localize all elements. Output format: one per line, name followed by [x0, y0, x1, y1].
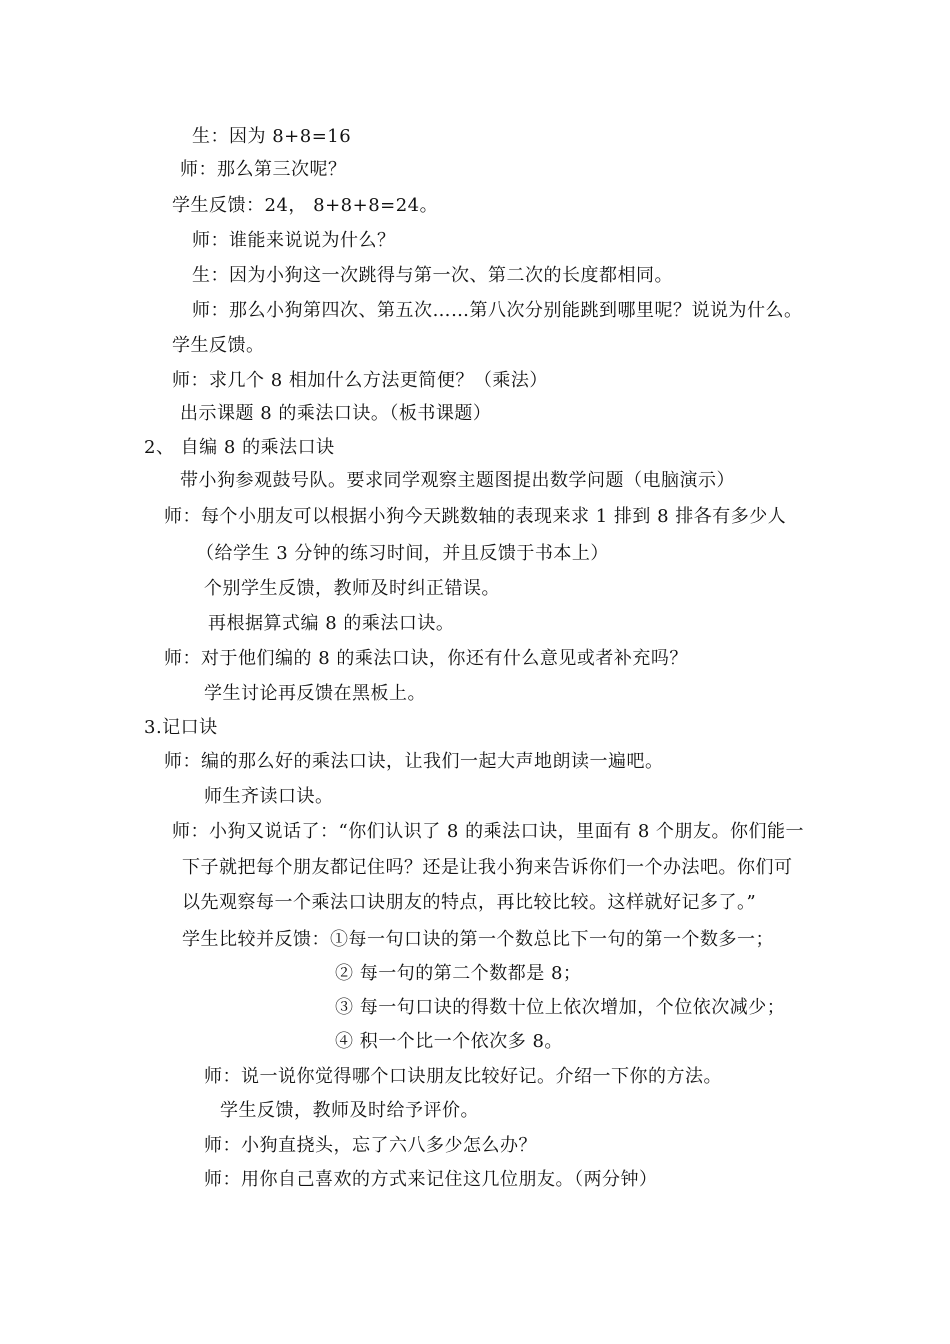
- text-line: 师：那么第三次呢？: [180, 159, 347, 180]
- text-line: 学生比较并反馈：①每一句口诀的第一个数总比下一句的第一个数多一；: [182, 929, 774, 950]
- section-heading: 2、 自编 8 的乘法口诀: [144, 437, 335, 458]
- text-line: 师：编的那么好的乘法口诀，让我们一起大声地朗读一遍吧。: [164, 751, 664, 772]
- text-line: 下子就把每个朋友都记住吗？还是让我小狗来告诉你们一个办法吧。你们可: [182, 857, 793, 878]
- text-line: 师：对于他们编的 8 的乘法口诀，你还有什么意见或者补充吗？: [164, 648, 688, 669]
- text-line: 再根据算式编 8 的乘法口诀。: [208, 613, 455, 634]
- text-line: 带小狗参观鼓号队。要求同学观察主题图提出数学问题（电脑演示）: [180, 470, 735, 491]
- text-line: 师：小狗又说话了：“你们认识了 8 的乘法口诀，里面有 8 个朋友。你们能一: [172, 821, 804, 842]
- text-line: 师生齐读口诀。: [204, 786, 334, 807]
- text-line: 学生反馈。: [172, 335, 265, 356]
- text-line: 以先观察每一个乘法口诀朋友的特点，再比较比较。这样就好记多了。”: [182, 892, 757, 913]
- text-line: 师：每个小朋友可以根据小狗今天跳数轴的表现来求 1 排到 8 排各有多少人: [164, 506, 787, 527]
- text-line: 师：谁能来说说为什么？: [192, 230, 396, 251]
- text-line: 学生反馈，教师及时给予评价。: [220, 1100, 479, 1121]
- text-line: 师：小狗直挠头，忘了六八多少怎么办？: [204, 1135, 537, 1156]
- text-line: ② 每一句的第二个数都是 8；: [335, 963, 582, 984]
- section-heading: 3.记口诀: [144, 717, 218, 738]
- text-line: 生：因为 8+8=16: [192, 126, 352, 147]
- text-line: （给学生 3 分钟的练习时间，并且反馈于书本上）: [196, 543, 609, 564]
- text-line: 出示课题 8 的乘法口诀。（板书课题）: [180, 403, 492, 424]
- text-line: 师：用你自己喜欢的方式来记住这几位朋友。（两分钟）: [204, 1169, 658, 1190]
- text-line: 生：因为小狗这一次跳得与第一次、第二次的长度都相同。: [192, 265, 673, 286]
- text-line: 个别学生反馈，教师及时纠正错误。: [204, 578, 500, 599]
- text-line: 师：说一说你觉得哪个口诀朋友比较好记。介绍一下你的方法。: [204, 1066, 722, 1087]
- text-line: 学生反馈：24， 8+8+8=24。: [172, 195, 439, 216]
- text-line: 学生讨论再反馈在黑板上。: [204, 683, 426, 704]
- text-line: 师：那么小狗第四次、第五次……第八次分别能跳到哪里呢？说说为什么。: [192, 300, 803, 321]
- text-line: ③ 每一句口诀的得数十位上依次增加，个位依次减少；: [335, 997, 786, 1018]
- text-line: 师：求几个 8 相加什么方法更简便？（乘法）: [172, 370, 548, 391]
- text-line: ④ 积一个比一个依次多 8。: [335, 1031, 563, 1052]
